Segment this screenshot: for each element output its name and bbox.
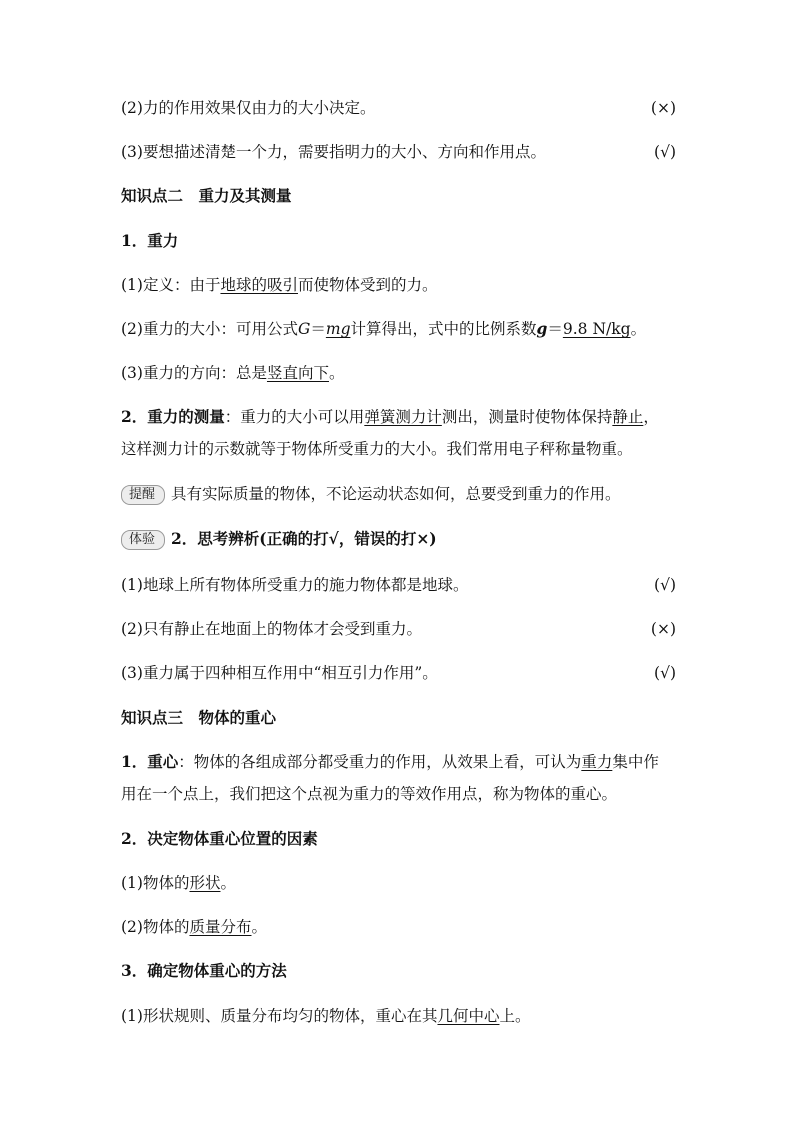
text-part: (1)形状规则、质量分布均匀的物体，重心在其 [121,1007,438,1025]
formula-symbol: g [536,319,548,338]
underlined-term: 质量分布 [189,918,252,936]
text-part: ， [643,408,659,426]
gravity-measurement [121,406,676,428]
underlined-term: 形状 [189,874,221,892]
text-part: 集中作 [612,753,659,771]
item-text: (3)要想描述清楚一个力，需要指明力的大小、方向和作用点。 [121,143,546,161]
center-of-gravity-def-cont: 用在一个点上，我们把这个点视为重力的等效作用点，称为物体的重心。 [121,785,618,803]
judgment-e3 [121,662,676,684]
underlined-term: 弹簧测力计 [364,408,442,426]
underlined-term: 重力 [581,753,613,771]
underlined-term: 静止 [612,408,644,426]
formula-equals: ＝ [547,320,563,338]
experience-line [121,528,676,550]
judgment-e2 [121,618,676,640]
section-heading-3: 知识点三 物体的重心 [121,708,277,727]
subheading-gravity: 1．重力 [121,231,179,250]
judgment-item-2 [121,97,676,119]
item-text: (1)地球上所有物体所受重力的施力物体都是地球。 [121,576,469,594]
answer-mark: (×) [650,99,676,117]
text-part: 而使物体受到的力。 [297,276,438,294]
item-text: (2)力的作用效果仅由力的大小决定。 [121,99,376,117]
answer-mark: (√) [654,143,676,161]
subheading-factors: 2．决定物体重心位置的因素 [121,829,318,848]
center-of-gravity-def [121,751,676,773]
factor-shape [121,872,676,894]
tip-text: 具有实际质量的物体，不论运动状态如何，总要受到重力的作用。 [171,485,621,503]
experience-badge: 体验 [121,530,165,550]
text-part: 。 [630,320,647,338]
tip-line [121,483,676,505]
section-heading-2: 知识点二 重力及其测量 [121,186,292,205]
text-part: 。 [328,364,345,382]
judgment-e1 [121,574,676,596]
text-part: ：物体的各组成部分都受重力的作用，从效果上看，可认为 [178,753,582,771]
factor-mass-distribution [121,916,676,938]
gravity-definition [121,274,676,296]
answer-mark: (√) [654,576,676,594]
formula-symbol: G [297,320,311,338]
text-part: 。 [251,918,267,936]
item-text: (2)只有静止在地面上的物体才会受到重力。 [121,620,422,638]
gravity-direction [121,362,676,384]
answer-mark: (×) [650,620,676,638]
text-part: (2)物体的 [121,918,190,936]
text-part: (3)重力的方向：总是 [121,364,267,382]
gravity-magnitude [121,318,676,340]
subheading-methods: 3．确定物体重心的方法 [121,961,287,980]
underlined-term: 地球的吸引 [220,276,298,294]
text-part: (1)定义：由于 [121,276,221,294]
text-part: 测出，测量时使物体保持 [441,408,613,426]
text-part: 计算得出，式中的比例系数 [350,320,537,338]
underlined-value: 9.8 N/kg [562,320,631,338]
text-part: (1)物体的 [121,874,190,892]
judgment-item-3 [121,141,676,163]
underlined-term: 竖直向下 [266,364,329,382]
text-part: 。 [220,874,236,892]
gravity-measurement-cont: 这样测力计的示数就等于物体所受重力的大小。我们常用电子秤称量物重。 [121,440,633,458]
text-part: (2)重力的大小：可用公式 [121,320,298,338]
experience-text: 2．思考辨析(正确的打√，错误的打×) [171,529,437,548]
text-part: 上。 [499,1007,531,1025]
bold-term: 1．重心 [121,752,179,771]
underlined-formula: mg [325,320,351,338]
bold-term: 2．重力的测量 [121,407,225,426]
method-regular-shape [121,1005,676,1027]
answer-mark: (√) [654,664,676,682]
formula-equals: ＝ [310,320,326,338]
underlined-term: 几何中心 [437,1007,500,1025]
tip-badge: 提醒 [121,485,165,505]
item-text: (3)重力属于四种相互作用中“相互引力作用”。 [121,664,438,682]
text-part: ：重力的大小可以用 [224,408,365,426]
